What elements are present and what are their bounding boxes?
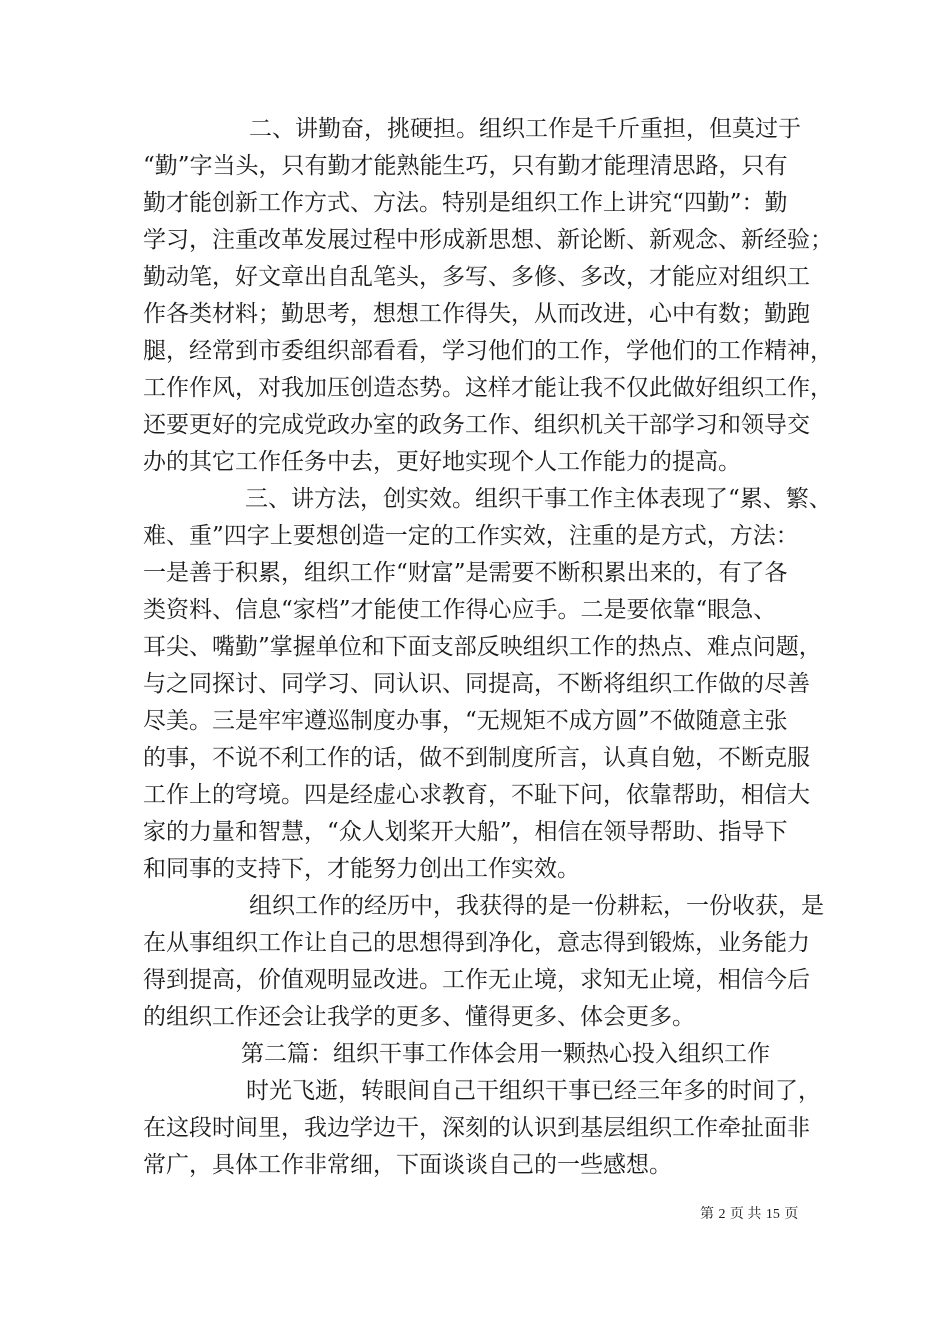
section-title: 第二篇：组织干事工作体会用一颗热心投入组织工作 — [241, 1041, 770, 1067]
paragraph-summary — [143, 888, 823, 1036]
paragraph-diligence — [143, 111, 833, 481]
text-line: “勤”字当头，只有勤才能熟能生巧，只有勤才能理清思路，只有 — [143, 153, 788, 179]
text-line: 类资料、信息“家档”才能使工作得心应手。二是要依靠“眼急、 — [143, 597, 777, 623]
text-line: 在这段时间里，我边学边干，深刻的认识到基层组织工作牵扯面非 — [143, 1115, 810, 1141]
text-line: 组织工作的经历中，我获得的是一份耕耘，一份收获，是 — [249, 893, 824, 919]
text-line: 得到提高，价值观明显改进。工作无止境，求知无止境，相信今后 — [143, 967, 810, 993]
text-line: 工作作风，对我加压创造态势。这样才能让我不仅此做好组织工作， — [143, 375, 833, 401]
text-line: 常广，具体工作非常细，下面谈谈自己的一些感想。 — [143, 1152, 672, 1178]
text-line: 一是善于积累，组织工作“财富”是需要不断积累出来的，有了各 — [143, 560, 788, 586]
total-page-count: 15 — [765, 1207, 780, 1222]
footer-suffix: 页 — [784, 1207, 799, 1222]
text-line: 尽美。三是牢牢遵巡制度办事，“无规矩不成方圆”不做随意主张 — [143, 708, 788, 734]
section-heading — [143, 1036, 823, 1073]
text-line: 家的力量和智慧，“众人划桨开大船”，相信在领导帮助、指导下 — [143, 819, 788, 845]
paragraph-reflection — [143, 1073, 823, 1184]
text-line: 在从事组织工作让自己的思想得到净化，意志得到锻炼，业务能力 — [143, 930, 810, 956]
text-line: 腿，经常到市委组织部看看，学习他们的工作，学他们的工作精神， — [143, 338, 833, 364]
text-line: 勤才能创新工作方式、方法。特别是组织工作上讲究“四勤”：勤 — [143, 190, 788, 216]
text-line: 与之同探讨、同学习、同认识、同提高，不断将组织工作做的尽善 — [143, 671, 810, 697]
text-line: 三、讲方法，创实效。组织干事工作主体表现了“累、繁、 — [245, 486, 832, 512]
document-body — [143, 111, 833, 1184]
text-line: 学习，注重改革发展过程中形成新思想、新论断、新观念、新经验； — [143, 227, 833, 253]
text-line: 耳尖、嘴勤”掌握单位和下面支部反映组织工作的热点、难点问题， — [143, 634, 822, 660]
footer-middle: 页 共 — [729, 1207, 762, 1222]
current-page-number: 2 — [718, 1207, 726, 1222]
text-line: 的组织工作还会让我学的更多、懂得更多、体会更多。 — [143, 1004, 695, 1030]
paragraph-methods — [143, 481, 832, 888]
text-line: 工作上的穹境。四是经虚心求教育，不耻下问，依靠帮助，相信大 — [143, 782, 810, 808]
page-number-footer — [700, 1205, 798, 1224]
footer-prefix: 第 — [700, 1207, 714, 1222]
text-line: 作各类材料；勤思考，想想工作得失，从而改进，心中有数；勤跑 — [143, 301, 810, 327]
text-line: 办的其它工作任务中去，更好地实现个人工作能力的提高。 — [143, 449, 741, 475]
text-line: 时光飞逝，转眼间自己干组织干事已经三年多的时间了， — [246, 1078, 821, 1104]
text-line: 难、重”四字上要想创造一定的工作实效，注重的是方式，方法： — [143, 523, 799, 549]
text-line: 二、讲勤奋，挑硬担。组织工作是千斤重担，但莫过于 — [249, 116, 801, 142]
text-line: 还要更好的完成党政办室的政务工作、组织机关干部学习和领导交 — [143, 412, 810, 438]
text-line: 和同事的支持下，才能努力创出工作实效。 — [143, 856, 580, 882]
text-line: 勤动笔，好文章出自乱笔头，多写、多修、多改，才能应对组织工 — [143, 264, 810, 290]
text-line: 的事，不说不利工作的话，做不到制度所言，认真自勉，不断克服 — [143, 745, 810, 771]
